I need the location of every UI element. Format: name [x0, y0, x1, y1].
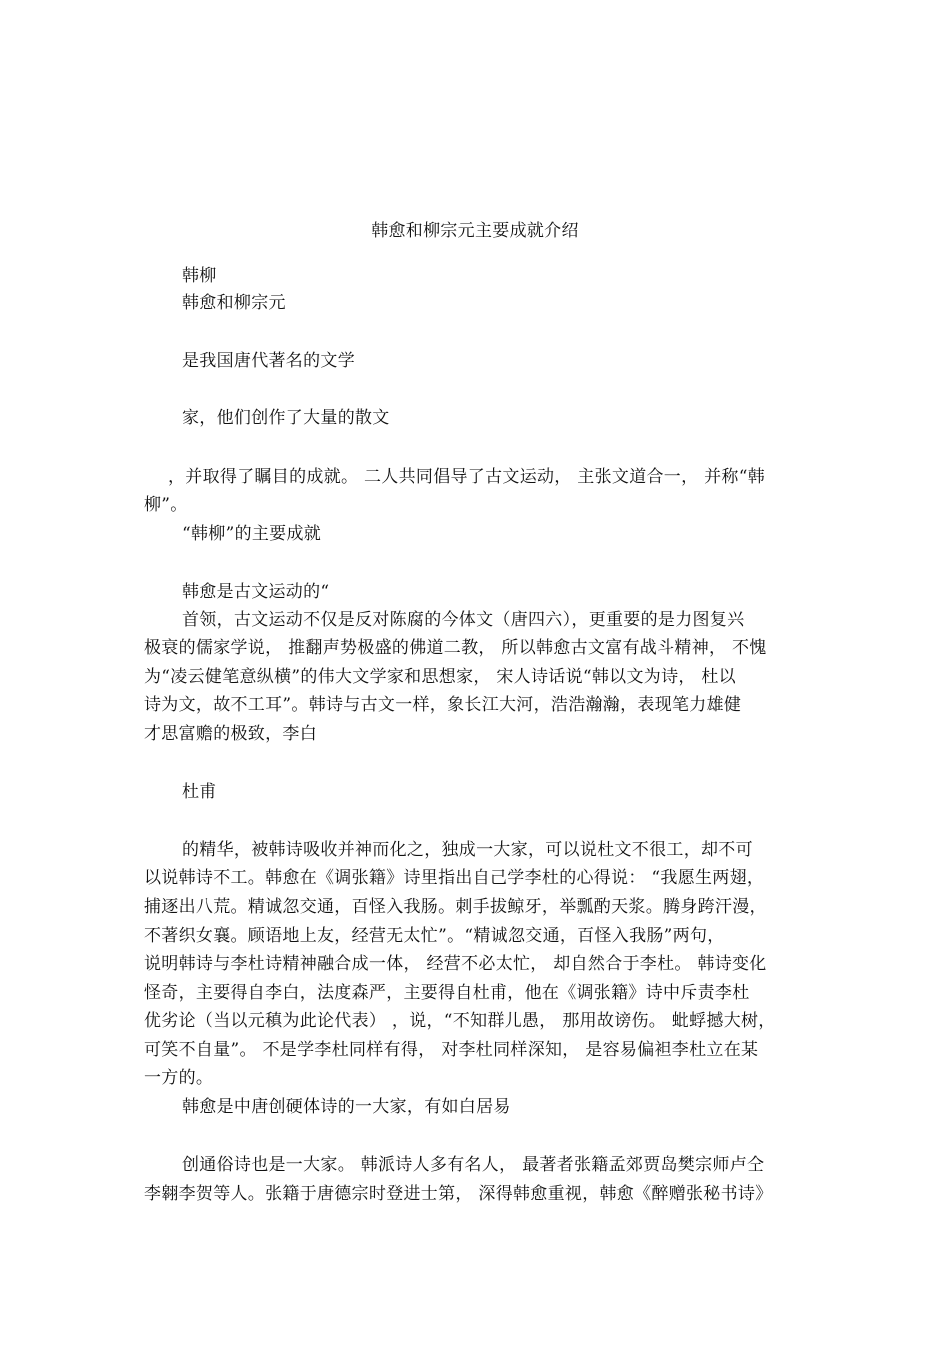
text-line: 杜甫 — [182, 782, 217, 802]
text-line: 才思富赡的极致，李白 — [144, 724, 317, 744]
text-line: 诗为文，故不工耳”。韩诗与古文一样，象长江大河，浩浩瀚瀚，表现笔力雄健 — [144, 695, 742, 715]
text-line: 创通俗诗也是一大家。 韩派诗人多有名人， 最著者张籍孟郊贾岛樊宗师卢仝 — [182, 1155, 765, 1175]
text-line: 是我国唐代著名的文学 — [182, 351, 355, 371]
text-line: 怪奇，主要得自李白，法度森严，主要得自杜甫，他在《调张籍》诗中斥责李杜 — [144, 983, 750, 1003]
text-line: 优劣论（当以元稹为此论代表） ，说，“不知群儿愚， 那用故谤伤。 蚍蜉撼大树， — [144, 1011, 776, 1031]
text-line: 韩柳 — [182, 266, 217, 286]
text-line: 为“凌云健笔意纵横”的伟大文学家和思想家， 宋人诗话说“韩以文为诗， 杜以 — [144, 667, 736, 687]
text-line: “韩柳”的主要成就 — [182, 524, 322, 544]
text-line: 可笑不自量”。 不是学李杜同样有得， 对李杜同样深知， 是容易偏袒李杜立在某 — [144, 1040, 759, 1060]
text-line: 不著织女襄。顾语地上友，经营无太忙”。“精诚忽交通，百怪入我肠”两句， — [144, 926, 725, 946]
text-line: 的精华，被韩诗吸收并神而化之，独成一大家，可以说杜文不很工，却不可 — [182, 840, 753, 860]
text-line: ，并取得了瞩目的成就。 二人共同倡导了古文运动， 主张文道合一， 并称“韩 — [168, 467, 766, 487]
text-line: 李翱李贺等人。张籍于唐德宗时登进士第， 深得韩愈重视，韩愈《醉赠张秘书诗》 — [144, 1184, 773, 1204]
text-line: 韩愈是古文运动的“ — [182, 582, 330, 602]
text-line: 韩愈是中唐创硬体诗的一大家，有如白居易 — [182, 1097, 511, 1117]
text-line: 首领，古文运动不仅是反对陈腐的今体文（唐四六），更重要的是力图复兴 — [182, 610, 745, 630]
text-line: 极衰的儒家学说， 推翻声势极盛的佛道二教， 所以韩愈古文富有战斗精神， 不愧 — [144, 638, 767, 658]
text-line: 一方的。 — [144, 1068, 214, 1088]
text-line: 韩愈和柳宗元 — [182, 293, 286, 313]
text-line: 说明韩诗与李杜诗精神融合成一体， 经营不必太忙， 却自然合于李杜。 韩诗变化 — [144, 954, 767, 974]
document-title: 韩愈和柳宗元主要成就介绍 — [371, 221, 579, 241]
text-line: 家，他们创作了大量的散文 — [182, 408, 390, 428]
text-line: 捕逐出八荒。精诚忽交通，百怪入我肠。刺手拔鲸牙，举瓢酌天浆。腾身跨汗漫， — [144, 897, 767, 917]
text-line: 柳”。 — [144, 495, 188, 515]
text-line: 以说韩诗不工。韩愈在《调张籍》诗里指出自己学李杜的心得说： “我愿生两翅， — [144, 868, 765, 888]
